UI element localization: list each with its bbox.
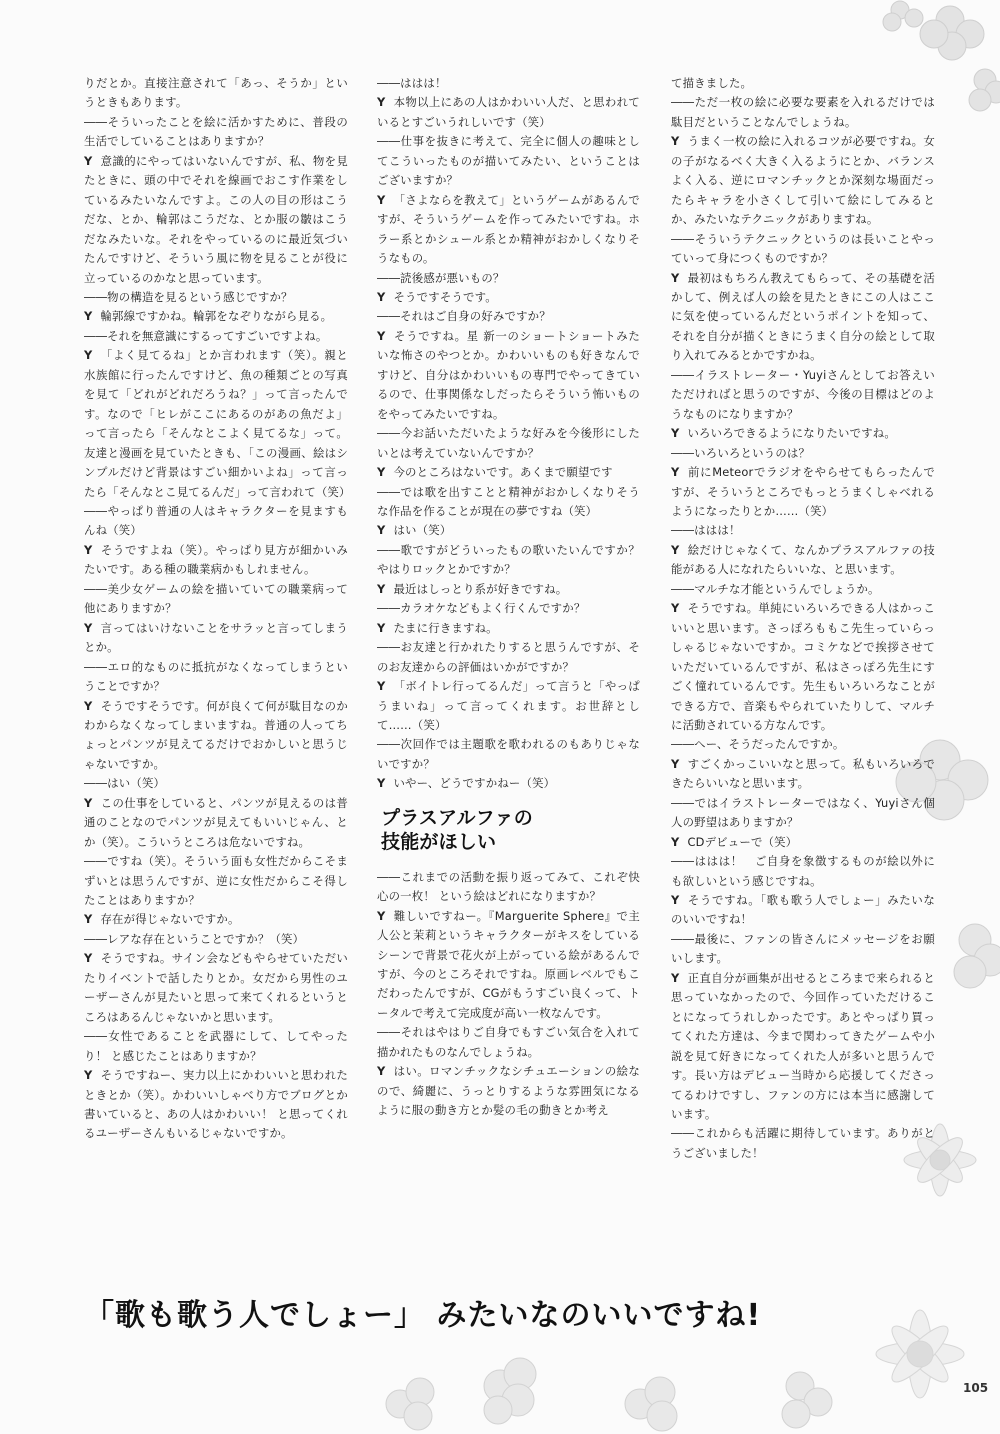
paragraph — [84, 774, 348, 793]
paragraph-text: ――そういったことを絵に活かすために、普段の生活でしていることはありますか？ — [84, 114, 348, 149]
paragraph-text: ――へー、そうだったんですか。 — [671, 737, 845, 752]
paragraph-text: 意識的にやってはいないんですが、私、物を見たときに、頭の中でそれを線画でおこす作業をしているみたいなんですよ。この人の目の形はこうだな、とか、輪郭はこうだな、とか服の皺はこうだなみたいな。それをやっているのに最近気づいたんですけど、そういう風に物を見ることが役に立っているのかなと思っています。 — [84, 153, 348, 285]
paragraph — [377, 521, 640, 540]
section-heading — [381, 806, 640, 854]
paragraph-text: ――イラストレーター・Yuyiさんとしてお答えいただければと思うのですが、今後の目標はどのようなものになりますか？ — [671, 367, 935, 421]
paragraph-text: ――読後感が悪いもの？ — [377, 270, 505, 285]
paragraph-text: ――やっぱり普通の人はキャラクターを見ますもんね（笑） — [84, 503, 348, 538]
speaker-label: Y — [671, 542, 680, 557]
paragraph — [671, 132, 935, 229]
speaker-label: Y — [377, 620, 386, 635]
speaker-label: Y — [377, 908, 386, 923]
paragraph — [377, 93, 640, 132]
paragraph-text: そうですね。星 新一のショートショートみたいな怖さのやつとか。かわいいものも好きなんですけど、自分はかわいいもの専門でやってきているので、仕事関係なしだったらそういう怖いものをやってみたいですね。 — [377, 328, 640, 421]
paragraph-text: CDデビューで（笑） — [687, 834, 798, 849]
paragraph — [84, 852, 348, 910]
paragraph — [84, 910, 348, 929]
paragraph-text: ――それを無意識にするってすごいですよね。 — [84, 328, 328, 343]
paragraph — [84, 152, 348, 288]
paragraph-text: ――物の構造を見るという感じですか？ — [84, 289, 293, 304]
text-column-1 — [84, 74, 351, 1274]
speaker-label: Y — [84, 348, 93, 363]
paragraph — [671, 444, 935, 463]
paragraph — [84, 1027, 348, 1066]
paragraph — [377, 424, 640, 463]
paragraph-text: りだとか。直接注意されて「あっ、そうか」というときもあります。 — [84, 76, 348, 110]
speaker-label: Y — [84, 1068, 93, 1083]
speaker-label: Y — [377, 192, 386, 207]
paragraph-text: ――それはご自身の好みですか？ — [377, 309, 551, 324]
speaker-label: Y — [84, 309, 93, 324]
paragraph-text: ――ははは！ — [377, 76, 447, 90]
paragraph — [671, 93, 935, 132]
paragraph — [84, 658, 348, 697]
paragraph — [671, 1124, 935, 1163]
speaker-label: Y — [377, 95, 386, 110]
paragraph-text: ――いろいろというのは？ — [671, 445, 811, 460]
paragraph — [671, 541, 935, 580]
paragraph-text: ――これまでの活動を振り返ってみて、これぞ快心の一枚！ という絵はどれになりますか？ — [377, 869, 640, 904]
paragraph — [671, 599, 935, 735]
page-number: 105 — [963, 1381, 989, 1395]
speaker-label: Y — [671, 134, 680, 149]
paragraph-text: 正直自分が画集が出せるところまで来られると思っていなかったので、今回作っていただけることになってうれしかったです。あとやっぱり買ってくれた方達は、今まで関わってきたゲームや小説を見て好きになってくれた人が多いと思うんです。長い方はデビュー当時から応援してくださってるわけですし、ファンの方には本当に感謝しています。 — [671, 970, 935, 1122]
speaker-label: Y — [84, 153, 93, 168]
paragraph-text: ――お友達と行かれたりすると思うんですが、そのお友達からの評価はいかがですか？ — [377, 640, 640, 674]
paragraph — [377, 74, 640, 93]
paragraph — [84, 74, 348, 113]
speaker-label: Y — [671, 465, 680, 480]
paragraph — [84, 502, 348, 541]
paragraph-text: 「ボイトレ行ってるんだ」って言うと「やっぱうまいね」って言ってくれます。お世辞として……（笑） — [377, 679, 640, 732]
text-column-2-part1 — [377, 74, 652, 794]
paragraph-text: ――そういうテクニックというのは長いことやっていって身につくものですか？ — [671, 231, 935, 266]
paragraph — [671, 833, 935, 852]
paragraph-text: ――ただ一枚の絵に必要な要素を入れるだけでは駄目だということなんでしょうね。 — [671, 95, 935, 129]
paragraph-text: 存在が得じゃないですか。 — [100, 912, 240, 927]
paragraph — [84, 697, 348, 775]
paragraph — [84, 930, 348, 949]
paragraph — [671, 930, 935, 969]
paragraph — [671, 74, 935, 93]
paragraph — [671, 891, 935, 930]
paragraph — [84, 327, 348, 346]
paragraph — [84, 288, 348, 307]
speaker-label: Y — [84, 795, 93, 810]
paragraph — [671, 735, 935, 754]
paragraph-text: たまに行きますね。 — [393, 620, 498, 635]
paragraph — [377, 307, 640, 326]
speaker-label: Y — [377, 328, 386, 343]
paragraph — [377, 735, 640, 774]
speaker-label: Y — [377, 776, 386, 791]
paragraph — [377, 483, 640, 522]
speaker-label: Y — [377, 289, 386, 304]
paragraph — [84, 113, 348, 152]
speaker-label: Y — [671, 970, 680, 985]
speaker-label: Y — [84, 912, 93, 927]
paragraph — [377, 907, 640, 1024]
paragraph-text: そうですそうです。 — [393, 289, 497, 304]
paragraph — [84, 307, 348, 326]
speaker-label: Y — [84, 951, 93, 966]
paragraph — [84, 949, 348, 1027]
speaker-label: Y — [377, 1064, 386, 1079]
paragraph-text: 最近はしっとり系が好きですね。 — [393, 581, 568, 596]
paragraph-text: 輪郭線ですかね。輪郭をなぞりながら見る。 — [100, 309, 333, 324]
section-heading-line1: プラスアルファの — [381, 806, 533, 829]
speaker-label: Y — [84, 542, 93, 557]
speaker-label: Y — [671, 834, 680, 849]
speaker-label: Y — [671, 893, 680, 908]
paragraph — [377, 868, 640, 907]
speaker-label: Y — [377, 523, 386, 538]
paragraph-text: ――カラオケなどもよく行くんですか？ — [377, 601, 586, 616]
paragraph — [377, 288, 640, 307]
paragraph-text: 「よく見てるね」とか言われます（笑）。親と水族館に行ったんですけど、魚の種類ごとの写真を見て「どれがどれだろうね？」って言ったんです。なので「ヒレがここにあるのがあの魚だよ」って言ったら「そんなとこよく見てるな」って。友達と漫画を見ていたときも、「この漫画、絵はシンプルだけど背景はすごい細かいよね」って言ったら「そんなとこ見てるんだ」って言われて（笑） — [84, 348, 351, 499]
paragraph — [377, 1062, 640, 1120]
paragraph — [671, 230, 935, 269]
paragraph-text: そうですね。「歌も歌う人でしょー」みたいなのいいですね！ — [671, 893, 935, 927]
paragraph — [377, 541, 652, 580]
paragraph — [671, 269, 935, 366]
speaker-label: Y — [377, 465, 386, 480]
paragraph-text: ――ははは！ — [671, 523, 741, 538]
speaker-label: Y — [377, 581, 386, 596]
paragraph — [671, 521, 935, 540]
paragraph — [84, 1066, 348, 1144]
paragraph-text: ――次回作では主題歌を歌われるのもありじゃないですか？ — [377, 737, 640, 771]
section-heading-line2: 技能がほしい — [381, 830, 497, 853]
speaker-label: Y — [84, 698, 93, 713]
paragraph — [84, 346, 351, 502]
paragraph-text: そうですそうです。何が良くて何が駄目なのかわからなくなってしまいますね。普通の人ってちょっとパンツが見えてるだけでおかしいと思うじゃないですか。 — [84, 698, 348, 771]
text-column-2-part2 — [377, 868, 640, 1121]
paragraph-text: ――エロ的なものに抵抗がなくなってしまうということですか？ — [84, 659, 348, 694]
paragraph — [84, 619, 348, 658]
paragraph-text: 言ってはいけないことをサラッと言ってしまうとか。 — [84, 620, 348, 655]
paragraph — [377, 599, 640, 618]
paragraph-text: そうですね。サイン会などもやらせていただいたりイベントで話したりとか。女だから男性のユーザーさんが見たいと思って来てくれるというところはあるんじゃないかと思います。 — [84, 951, 348, 1024]
speaker-label: Y — [671, 270, 680, 285]
paragraph-text: 難しいですねー。『Marguerite Sphere』で主人公と茉莉というキャラクターがキスをしているシーンで背景で花火が上がっている絵があるんですが、今のところそれですね。原画レベルでもこだわったんですが、CGがもうすごい良くって、トータルで考えて完成度が高い一枚なんです。 — [377, 908, 640, 1020]
speaker-label: Y — [671, 601, 680, 616]
paragraph-text: ――マルチな才能というんでしょうか。 — [671, 581, 880, 596]
paragraph-text: ――レアな存在ということですか？（笑） — [84, 931, 305, 946]
paragraph — [84, 580, 348, 619]
paragraph — [377, 327, 640, 424]
paragraph — [671, 794, 935, 833]
speaker-label: Y — [671, 426, 680, 441]
paragraph — [377, 619, 640, 638]
paragraph-text: いろいろできるようになりたいですね。 — [687, 426, 896, 441]
paragraph-text: ――最後に、ファンの皆さんにメッセージをお願いします。 — [671, 931, 935, 966]
paragraph-text: この仕事をしていると、パンツが見えるのは普通のことなのでパンツが見えてもいいじゃん、とか（笑）。こういうところは危ないですね。 — [84, 795, 348, 849]
paragraph — [671, 366, 935, 424]
pull-quote: 「歌も歌う人でしょー」 みたいなのいいですね! — [84, 1298, 762, 1333]
paragraph-text: ――では歌を出すことと精神がおかしくなりそうな作品を作ることが現在の夢ですね（笑） — [377, 484, 640, 518]
paragraph-text: ――今お話いただいたような好みを今後形にしたいとは考えていないんですか？ — [377, 426, 640, 460]
paragraph-text: ――ですね（笑）。そういう面も女性だからこそまずいとは思うんですが、逆に女性だからこそ得したことはありますか？ — [84, 854, 348, 908]
paragraph — [671, 463, 935, 521]
paragraph — [377, 638, 640, 677]
paragraph-text: 最初はもちろん教えてもらって、その基礎を活かして、例えば人の絵を見たときにこの人はここに気を使っているんだというポイントを知って、それを自分が描くときにうまく自分の絵として取り入れてみるとかですかね。 — [671, 270, 935, 363]
paragraph-text: うまく一枚の絵に入れるコツが必要ですね。女の子がなるべく大きく入るようにとか、バランスよく入る、逆にロマンチックとか深刻な場面だったらキャラを小さくして引いて絵にしてみるとか、みたいなテクニックがありますね。 — [671, 134, 935, 227]
paragraph-text: 今のところはないです。あくまで願望です — [393, 465, 613, 480]
paragraph-text: て描きました。 — [671, 76, 753, 90]
paragraph-text: ――歌ですがどういったもの歌いたいんですか？ やはりロックとかですか？ — [377, 542, 652, 577]
speaker-label: Y — [671, 756, 680, 771]
paragraph — [377, 463, 640, 482]
paragraph — [671, 755, 935, 794]
paragraph-text: ――これからも活躍に期待しています。ありがとうございました！ — [671, 1126, 935, 1160]
paragraph-text: ――はい（笑） — [84, 776, 166, 791]
paragraph — [377, 132, 640, 190]
paragraph — [84, 794, 348, 852]
paragraph-text: はい。ロマンチックなシチュエーションの絵なので、綺麗に、うっとりするような雰囲気になるように服の動き方とか髪の毛の動きとか考え — [377, 1064, 640, 1118]
paragraph-text: 「さよならを教えて」というゲームがあるんですが、そういうゲームを作ってみたいですね。ホラー系とかシュール系とか精神がおかしくなりそうなもの。 — [377, 192, 640, 266]
paragraph-text: そうですねー、実力以上にかわいいと思われたときとか（笑）。かわいいしゃべり方でブログとか書いていると、あの人はかわいい！ と思ってくれるユーザーさんもいるじゃないですか。 — [84, 1068, 348, 1141]
paragraph — [84, 541, 348, 580]
paragraph-text: ――美少女ゲームの絵を描いていての職業病って他にありますか？ — [84, 581, 348, 616]
paragraph-text: 本物以上にあの人はかわいい人だ、と思われているとすごいうれしいです（笑） — [377, 95, 640, 129]
text-column-2 — [377, 74, 652, 1274]
paragraph — [671, 969, 935, 1125]
paragraph — [377, 580, 640, 599]
paragraph-text: ――仕事を抜きに考えて、完全に個人の趣味としてこういったものが描いてみたい、ということはございますか？ — [377, 134, 640, 188]
paragraph-text: そうですね。単純にいろいろできる人はかっこいいと思います。さっぽろももこ先生っていらっしゃるじゃないですか。コミケなどで挨拶させていただいているんですが、私はさっぽろ先生にすごく憧れているんです。先生もいろいろなことができる方で、音楽もやられていたりして、マルチに活動されている方なんです。 — [671, 601, 935, 732]
paragraph-text: ――それはやはりご自身でもすごい気合を入れて描かれたものなんでしょうね。 — [377, 1025, 640, 1059]
paragraph — [671, 424, 935, 443]
paragraph-text: すごくかっこいいなと思って。私もいろいろできたらいいなと思います。 — [671, 756, 935, 791]
paragraph — [671, 580, 935, 599]
paragraph-text: そうですよね（笑）。やっぱり見方が細かいみたいです。ある種の職業病かもしれません。 — [84, 542, 348, 577]
speaker-label: Y — [84, 620, 93, 635]
paragraph-text: はい（笑） — [393, 523, 452, 538]
speaker-label: Y — [377, 679, 386, 694]
paragraph — [377, 269, 640, 288]
paragraph-text: 絵だけじゃなくて、なんかプラスアルファの技能がある人になれたらいいな、と思います。 — [671, 542, 935, 577]
text-column-3 — [671, 74, 935, 1274]
paragraph — [377, 191, 640, 269]
paragraph-text: いやー、どうですかねー（笑） — [393, 776, 556, 791]
paragraph — [377, 1023, 640, 1062]
paragraph — [377, 677, 640, 735]
paragraph — [671, 852, 935, 891]
paragraph — [377, 774, 640, 793]
paragraph-text: ――ではイラストレーターではなく、Yuyiさん個人の野望はありますか？ — [671, 795, 935, 830]
paragraph-text: ――女性であることを武器にして、してやったり！ と感じたことはありますか？ — [84, 1029, 348, 1063]
paragraph-text: ――ははは！ ご自身を象徴するものが絵以外にも欲しいという感じですね。 — [671, 854, 935, 888]
paragraph-text: 前にMeteorでラジオをやらせてもらったんですが、そういうところでもっとうまくしゃべれるようになったりとか……（笑） — [671, 465, 935, 518]
